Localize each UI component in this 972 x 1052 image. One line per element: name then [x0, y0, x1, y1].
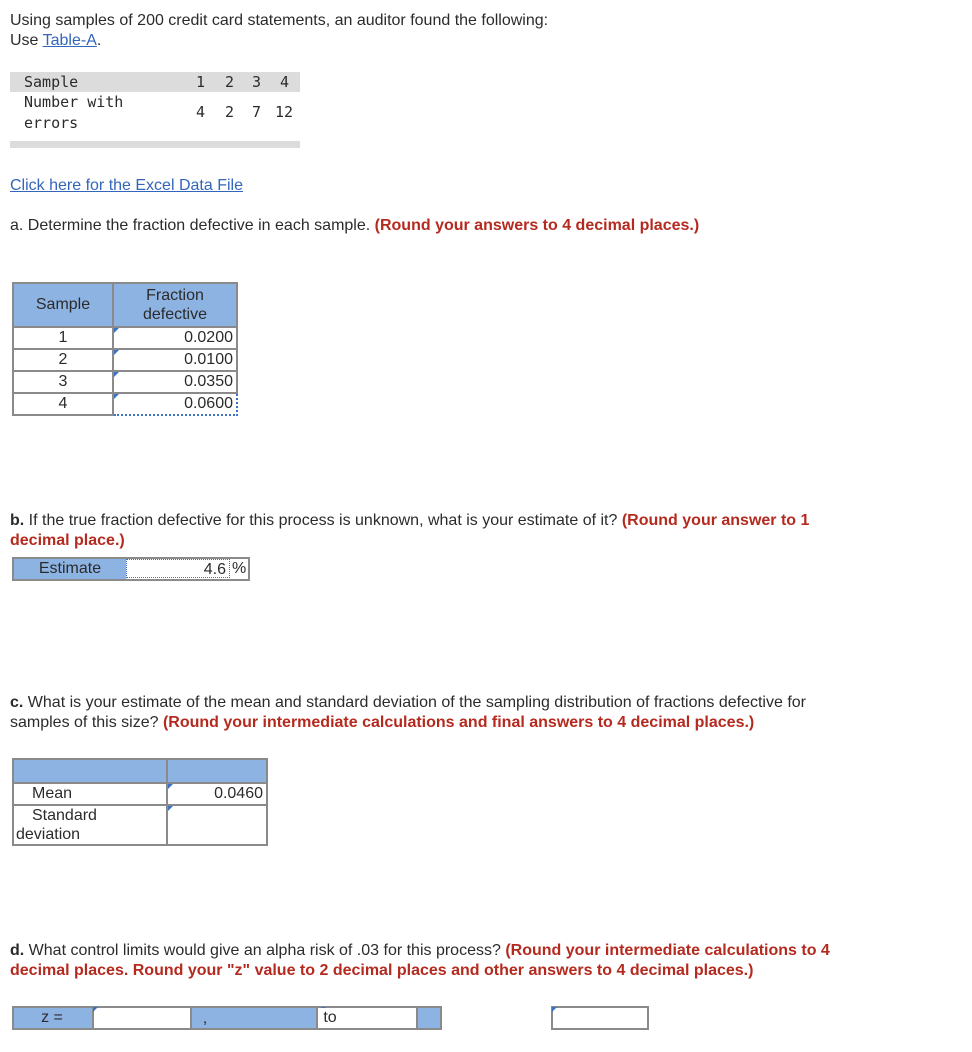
mean-input[interactable]: 0.0460 — [167, 783, 267, 805]
table-row — [13, 393, 237, 415]
col-header-sample: Sample — [13, 283, 113, 327]
header-blank-left — [13, 759, 167, 783]
comma-separator: , — [202, 1010, 208, 1027]
table-a-link[interactable]: Table-A — [42, 32, 97, 49]
table-row — [13, 327, 237, 349]
strip-sample-value: 3 — [252, 73, 262, 91]
fraction-input-1[interactable]: 0.0200 — [113, 327, 237, 349]
strip-error-value: 7 — [252, 103, 262, 121]
part-b-question: b. If the true fraction defective for this process is unknown, what is your estimate of it? (Round your answer to 1 decimal place.) — [10, 512, 810, 549]
intro-line: Using samples of 200 credit card statements, an auditor found the following: — [10, 12, 549, 29]
sd-input[interactable] — [167, 805, 267, 845]
z-label: z = — [41, 1009, 63, 1026]
fraction-input-2[interactable]: 0.0100 — [113, 349, 237, 371]
strip-error-value: 12 — [275, 103, 294, 121]
mean-label: Mean — [13, 783, 167, 805]
strip-errors-label-b: errors — [24, 114, 79, 132]
strip-error-value: 4 — [196, 103, 206, 121]
estimate-row — [12, 557, 250, 581]
sample-number: 3 — [13, 371, 113, 393]
header-blank-right — [167, 759, 267, 783]
estimate-label: Estimate — [14, 559, 126, 579]
part-c-question: c. What is your estimate of the mean and standard deviation of the sampling distribution of fractions defective for samples of this size? (Round your intermediate calculations and final answers to 4 decimal places.) — [10, 694, 806, 731]
estimate-input[interactable]: 4.6 — [126, 559, 230, 578]
strip-error-value: 2 — [225, 103, 235, 121]
sample-number: 4 — [13, 393, 113, 415]
strip-errors-label-a: Number with — [24, 93, 124, 111]
mean-sd-table — [12, 758, 268, 846]
part-a-question: a. Determine the fraction defective in each sample. (Round your answers to 4 decimal places.) — [10, 217, 700, 234]
sample-number: 2 — [13, 349, 113, 371]
data-strip-footer-bg — [10, 141, 300, 148]
fraction-input-4[interactable]: 0.0600 — [113, 393, 237, 415]
to-label: to — [316, 1008, 342, 1028]
control-limits-row — [12, 1006, 442, 1030]
strip-sample-value: 4 — [280, 73, 290, 91]
sd-label: Standard deviation — [13, 805, 167, 845]
use-table-line: Use Table-A. — [10, 32, 102, 49]
fraction-input-3[interactable]: 0.0350 — [113, 371, 237, 393]
col-header-fraction: Fraction defective — [113, 283, 237, 327]
table-row — [13, 371, 237, 393]
percent-sign: % — [232, 560, 247, 577]
strip-sample-label: Sample — [24, 73, 79, 91]
table-row — [13, 349, 237, 371]
strip-sample-value: 1 — [196, 73, 206, 91]
strip-sample-value: 2 — [225, 73, 235, 91]
part-d-question: d. What control limits would give an alpha risk of .03 for this process? (Round your intermediate calculations to 4 decimal places. Round your "z" value to 2 decimal places and other answers to 4 decimal places.) — [10, 942, 830, 979]
excel-data-link[interactable]: Click here for the Excel Data File — [10, 177, 243, 194]
fraction-defective-table — [12, 282, 238, 416]
z-input[interactable] — [92, 1006, 192, 1030]
sample-number: 1 — [13, 327, 113, 349]
upper-limit-input[interactable] — [551, 1006, 649, 1030]
